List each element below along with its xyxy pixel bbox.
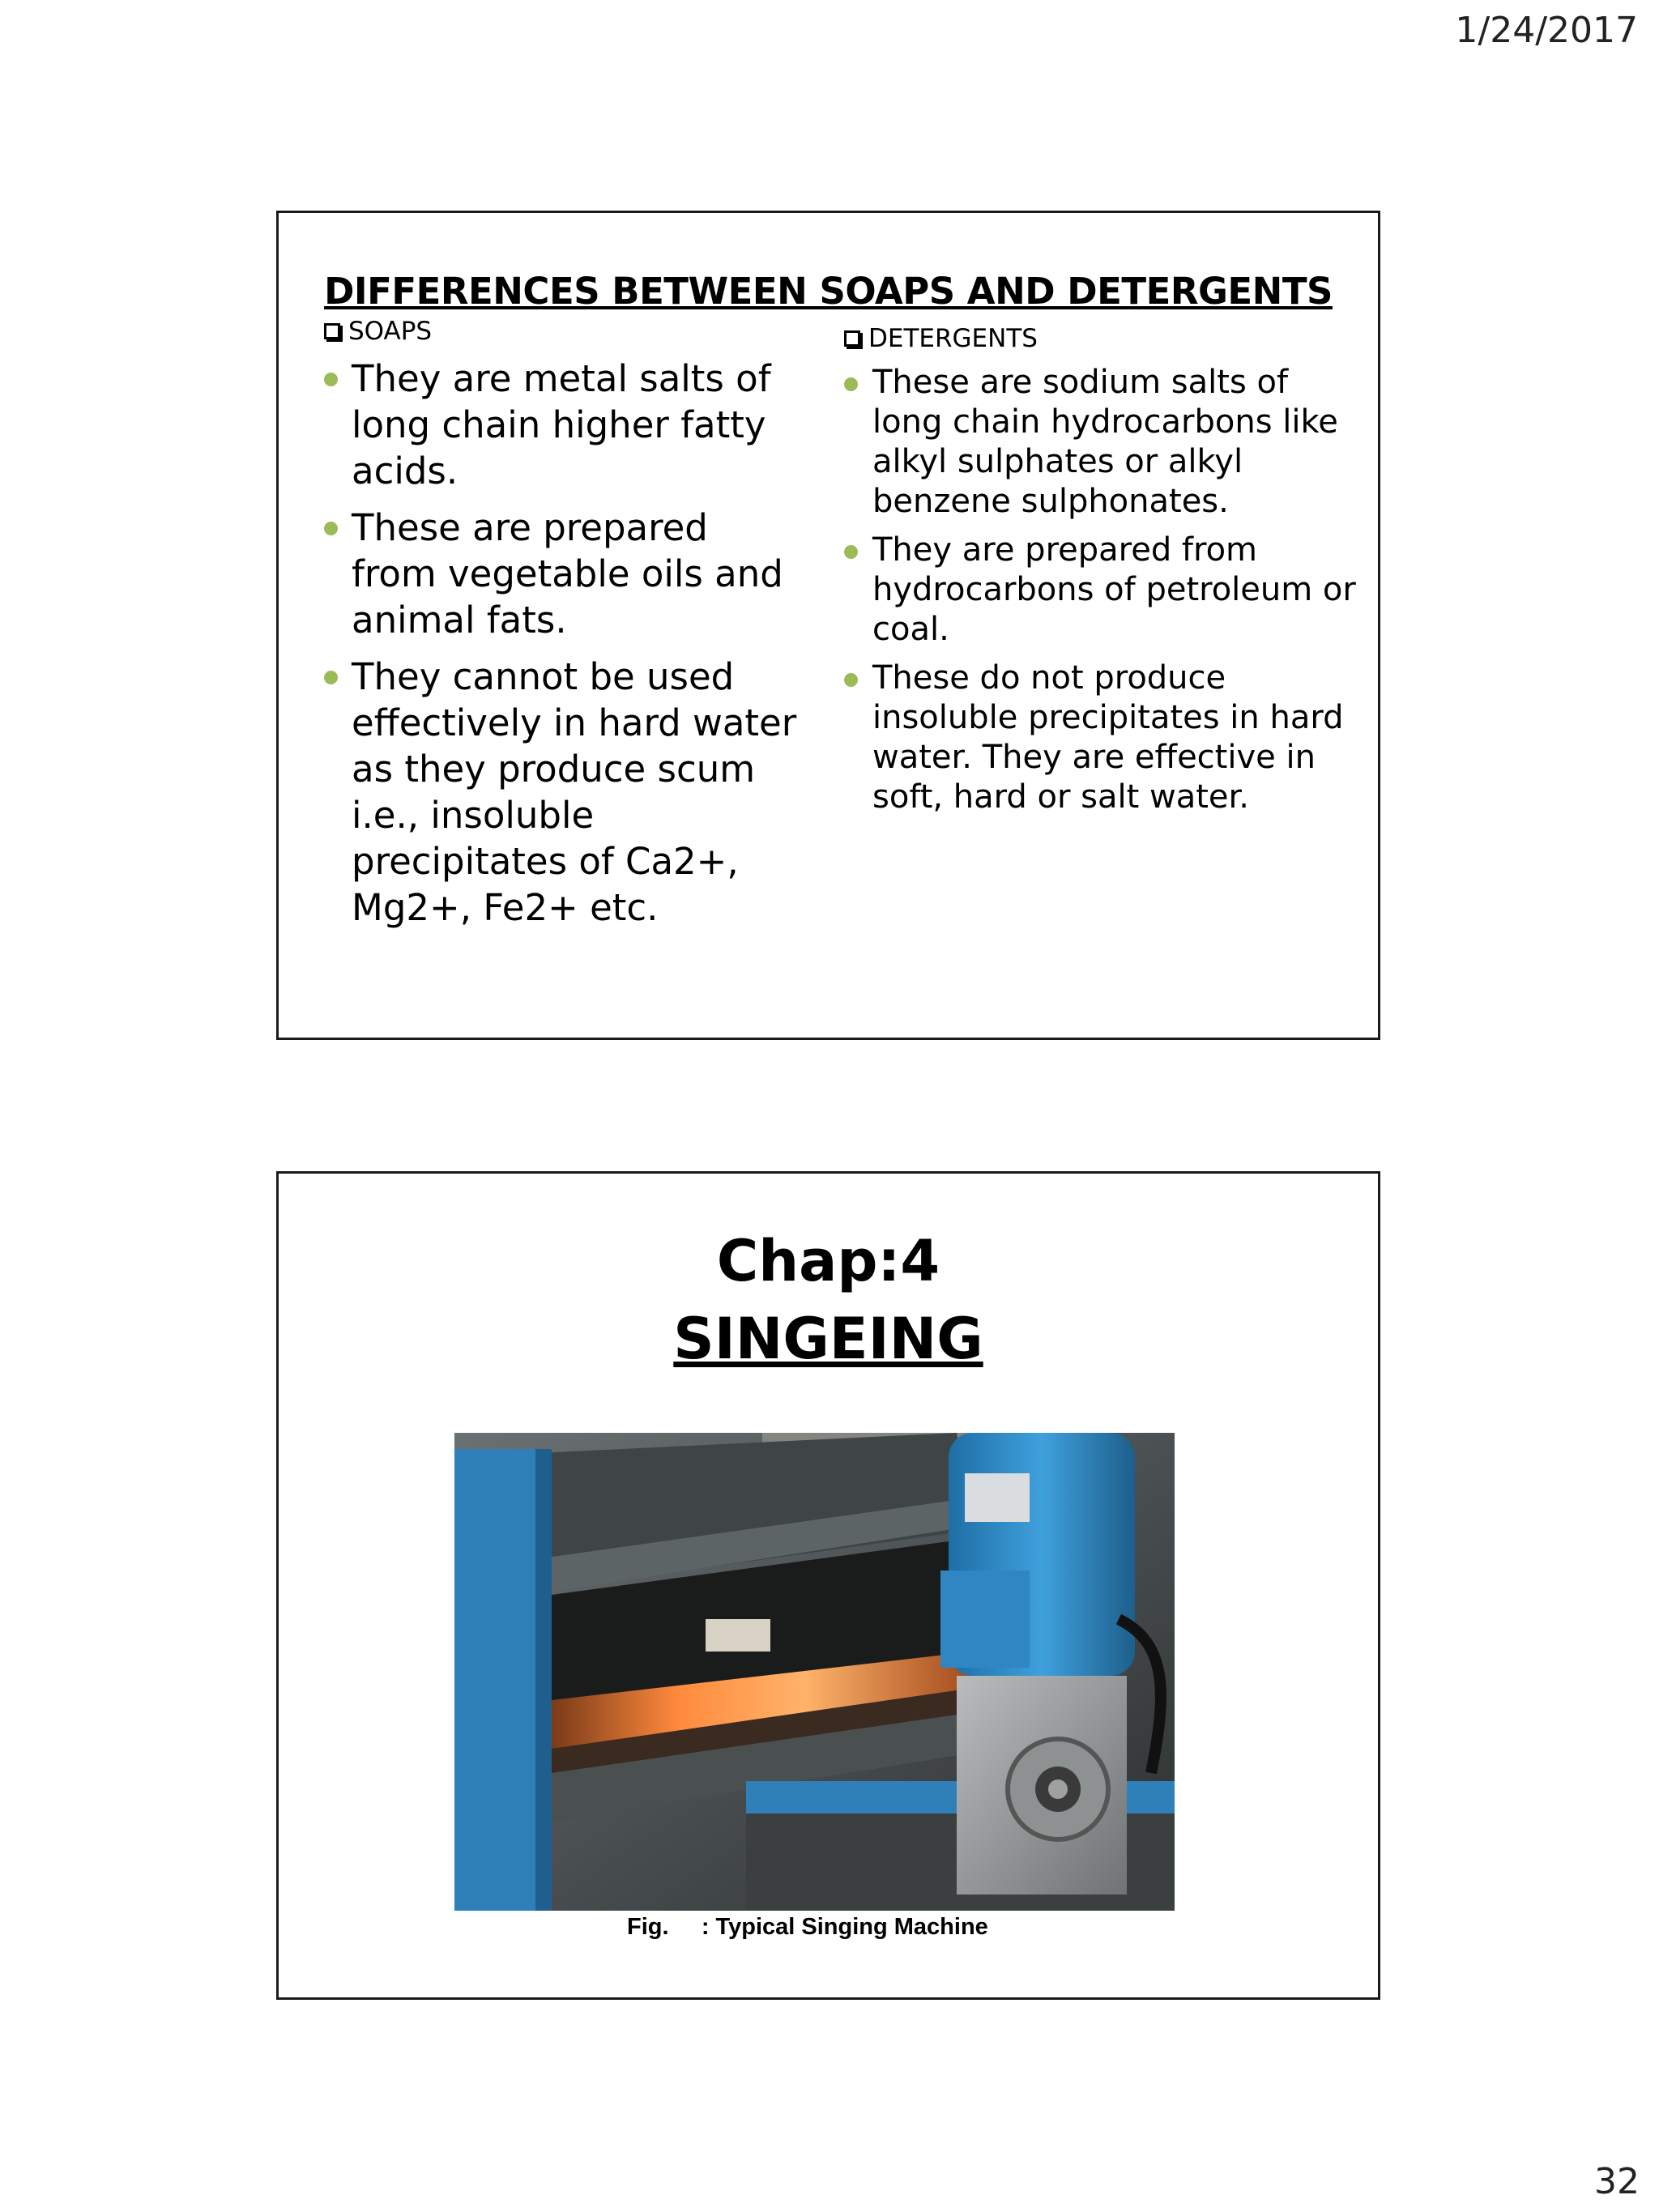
figure-caption [627, 1914, 988, 1941]
detergents-bullet-list [844, 363, 1363, 817]
detergents-column [844, 324, 1363, 826]
list-item [324, 356, 802, 494]
detergents-heading-label: DETERGENTS [868, 324, 1038, 353]
singeing-machine-photo [454, 1433, 1175, 1911]
bullet-dot-icon [324, 373, 338, 386]
list-item [844, 658, 1363, 817]
page-number: 32 [1594, 2161, 1640, 2202]
soaps-heading-label: SOAPS [348, 317, 433, 346]
figure-label: Fig. [627, 1914, 669, 1940]
bullet-text: They are metal salts of long chain higher fatty acids. [352, 357, 771, 492]
bullet-text: These do not produce insoluble precipitates in hard water. They are effective in soft, hard or salt water. [872, 659, 1344, 816]
bullet-dot-icon [324, 522, 338, 535]
chapter-number: Chap:4 [716, 1228, 940, 1294]
chapter-title: SINGEING [673, 1306, 983, 1372]
slide-singeing [276, 1171, 1380, 2000]
list-item [324, 654, 802, 931]
bullet-text: These are sodium salts of long chain hydrocarbons like alkyl sulphates or alkyl benzene sulphonates. [872, 364, 1338, 520]
list-item [324, 505, 802, 643]
list-item [844, 531, 1363, 650]
bullet-text: These are prepared from vegetable oils and animal fats. [352, 506, 783, 641]
page-date: 1/24/2017 [1455, 10, 1638, 51]
bullet-text: They are prepared from hydrocarbons of petroleum or coal. [872, 531, 1356, 648]
bullet-dot-icon [324, 671, 338, 684]
soaps-bullet-list [324, 356, 802, 931]
soaps-heading [324, 317, 802, 346]
checkbox-icon [324, 323, 340, 339]
detergents-heading [844, 324, 1363, 353]
slide-title: DIFFERENCES BETWEEN SOAPS AND DETERGENTS [324, 270, 1333, 313]
list-item [844, 363, 1363, 522]
bullet-dot-icon [844, 673, 858, 687]
bullet-dot-icon [844, 545, 858, 559]
bullet-text: They cannot be used effectively in hard water as they produce scum i.e., insoluble precipitates of Ca2+, Mg2+, Fe2+ etc. [352, 655, 797, 929]
bullet-dot-icon [844, 377, 858, 391]
slide-soaps-vs-detergents [276, 211, 1380, 1040]
checkbox-icon [844, 330, 860, 347]
soaps-column [324, 317, 802, 941]
chapter-heading [279, 1222, 1378, 1378]
figure-caption-text: : Typical Singing Machine [701, 1914, 988, 1940]
